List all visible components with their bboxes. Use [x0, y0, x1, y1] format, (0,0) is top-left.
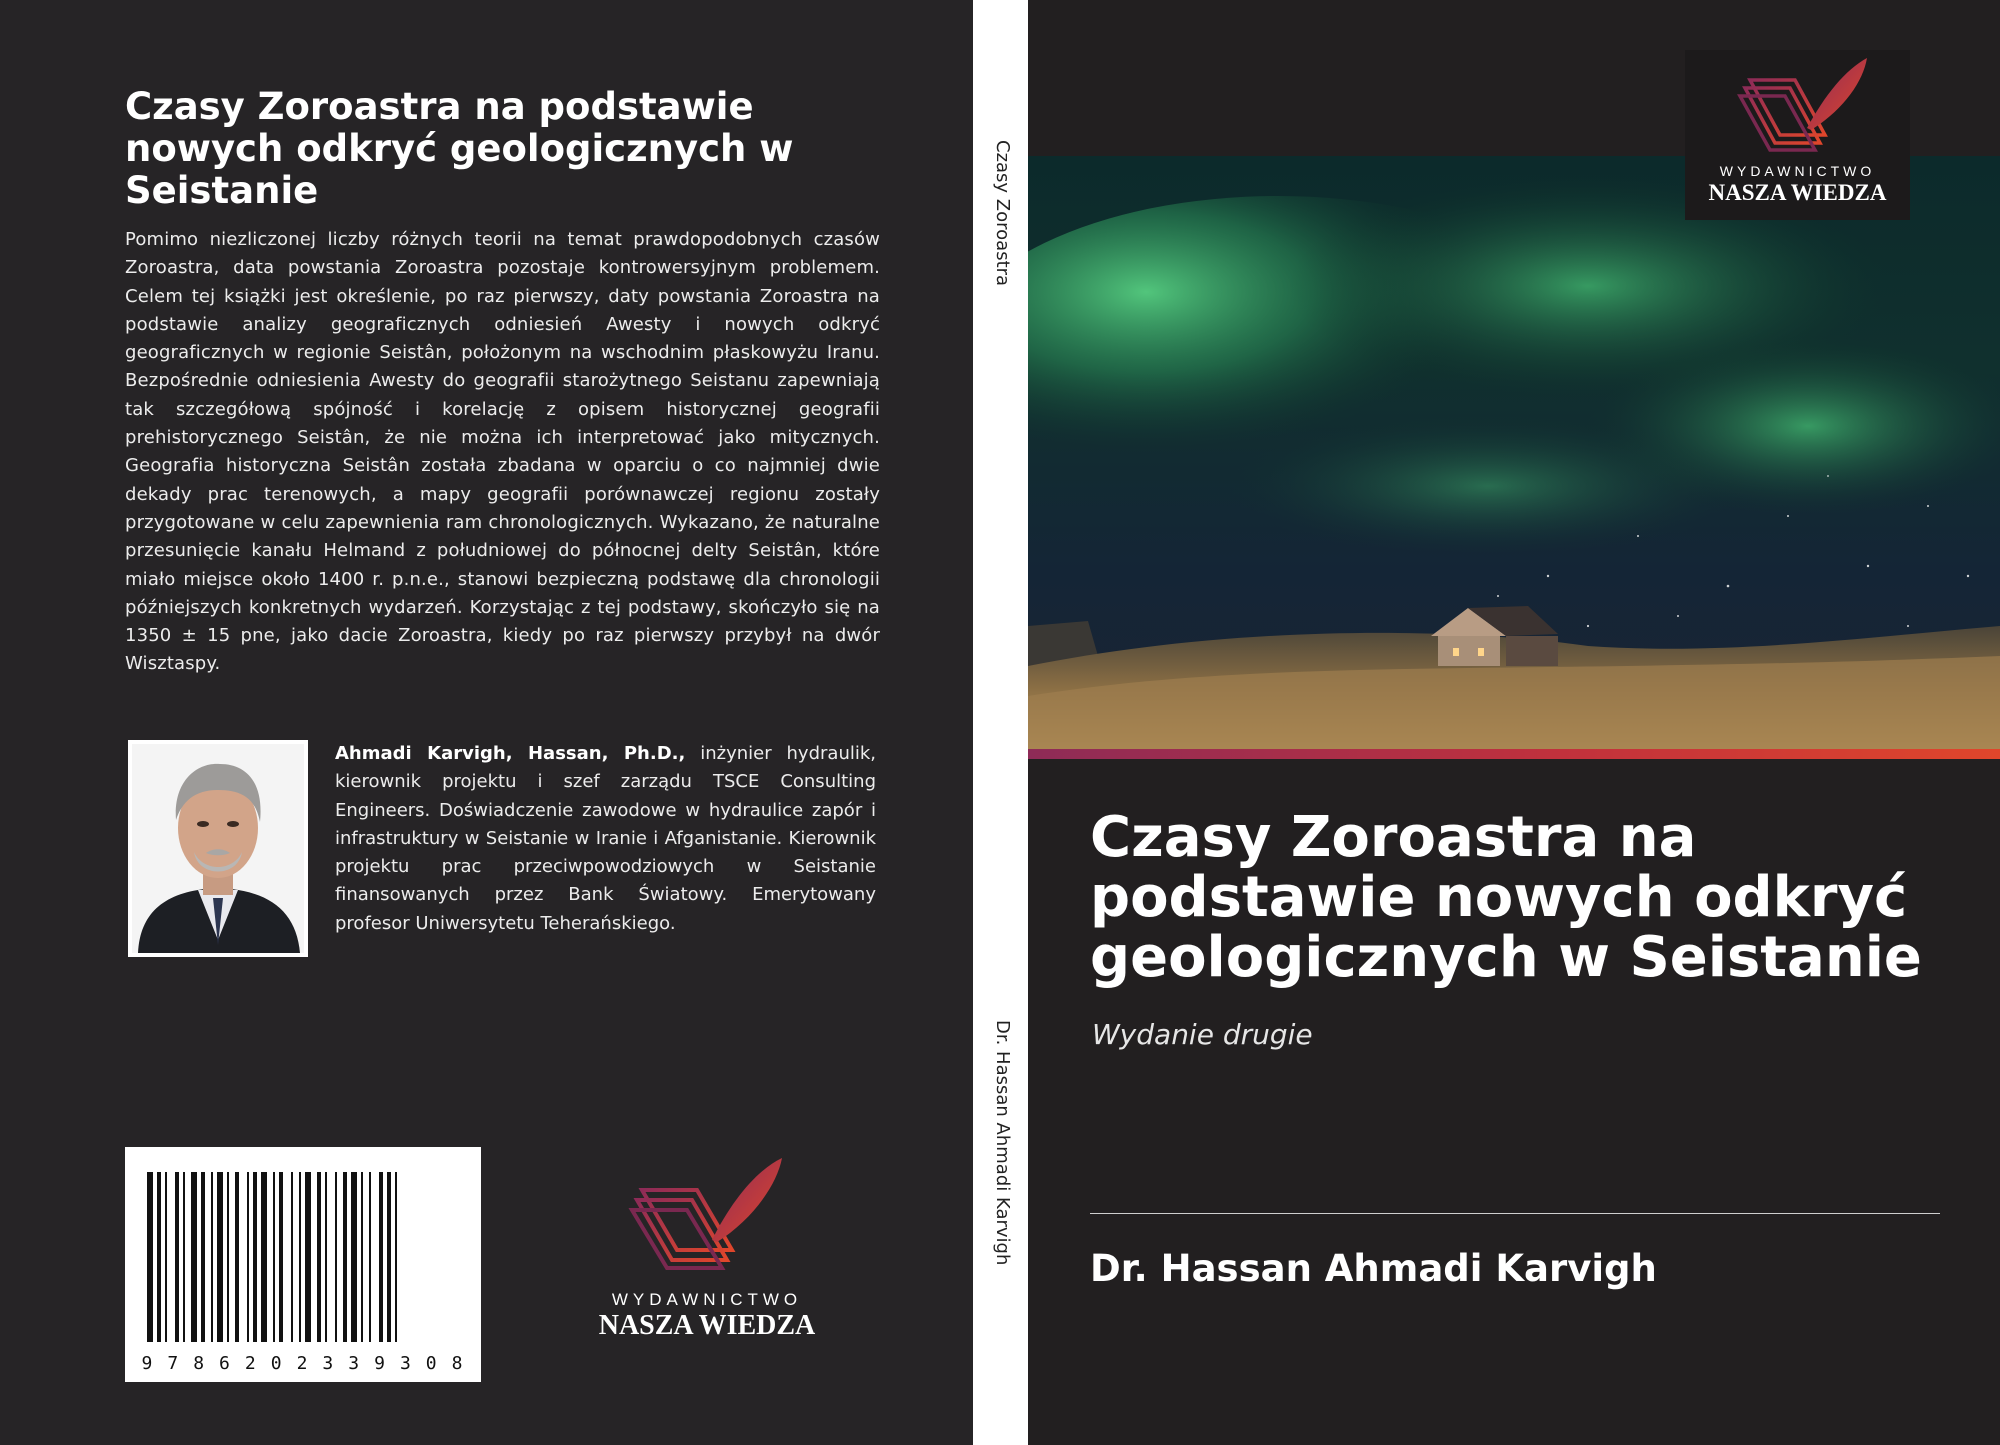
- barcode-bar: [351, 1172, 357, 1342]
- barcode-bar: [335, 1172, 337, 1342]
- barcode-bar: [395, 1172, 397, 1342]
- front-publisher-line2: NASZA WIEDZA: [1708, 180, 1887, 205]
- barcode-bar: [227, 1172, 229, 1342]
- aurora-photo-image: [1028, 156, 2000, 749]
- barcode-bar: [253, 1172, 257, 1342]
- isbn-digit: 6: [219, 1353, 232, 1374]
- isbn-number: [125, 1353, 481, 1374]
- back-cover-title: Czasy Zoroastra na podstawie nowych odkryć geologicznych w Seistanie: [125, 85, 794, 212]
- isbn-digit: 0: [425, 1353, 439, 1374]
- spine-title: Czasy Zoroastra: [991, 140, 1013, 287]
- author-portrait-image: [128, 740, 308, 957]
- isbn-digit: 3: [322, 1353, 336, 1374]
- back-publisher-line1: WYDAWNICTWO: [611, 1290, 803, 1309]
- barcode-bar: [235, 1172, 239, 1342]
- barcode-bar: [291, 1172, 293, 1342]
- barcode-bar: [387, 1172, 391, 1342]
- isbn-barcode: [125, 1147, 481, 1382]
- barcode-bars: [125, 1147, 481, 1347]
- spine: [973, 0, 1028, 1445]
- barcode-bar: [325, 1172, 327, 1342]
- author-photo: [128, 740, 308, 957]
- barcode-bar: [211, 1172, 213, 1342]
- isbn-digit: 9: [141, 1353, 155, 1374]
- isbn-digit: 0: [270, 1353, 284, 1374]
- barcode-bar: [183, 1172, 185, 1342]
- barcode-bar: [305, 1172, 311, 1342]
- back-cover-blurb: Pomimo niezliczonej liczby różnych teorii na temat prawdopodobnych czasów Zoroastra, data powstania Zoroastra pozostaje kontrowersyjnym problemem. Celem tej książki jest określenie, po raz pierwszy, daty powstania Zoroastra na podstawie analizy geograficznych odniesień Awesty i nowych odkryć geograficznych w regionie Seistân, położonym na wschodnim płaskowyżu Iranu. Bezpośrednie odniesienia Awesty do geografii starożytnego Seistanu zapewniają tak szczegółową spójność i korelację z opisem historycznej geografii prehistorycznego Seistân, że nie można ich interpretować jako mitycznych. Geografia historyczna Seistân została zbadana w oparciu o co najmniej dwie dekady prac terenowych, a mapy geografii porównawczej regionu zostały przygotowane w celu zapewnienia ram chronologicznych. Wykazano, że naturalne przesunięcie kanału Helmand z południowej do północnej delty Seistân, które miało miejsce około 1400 r. p.n.e., stanowi bezpieczną podstawę dla chronologii późniejszych konkretnych wydarzeń. Korzystając z tej podstawy, skończyło się na 1350 ± 15 pne, jako dacie Zoroastra, kiedy po raz pierwszy przybył na dwór Wisztaspy.: [125, 229, 880, 675]
- barcode-bar: [317, 1172, 321, 1342]
- spine-author: Dr. Hassan Ahmadi Karvigh: [991, 1020, 1013, 1266]
- barcode-bar: [217, 1172, 223, 1342]
- isbn-digit: 3: [348, 1353, 362, 1374]
- front-cover-title: Czasy Zoroastra na podstawie nowych odkryć geologicznych w Seistanie: [1090, 805, 1922, 990]
- isbn-digit: 2: [296, 1353, 310, 1374]
- isbn-digit: 7: [167, 1353, 181, 1374]
- accent-stripe: [1028, 749, 2000, 759]
- barcode-bar: [201, 1172, 205, 1342]
- barcode-bar: [343, 1172, 347, 1342]
- front-book-quill-icon: [1685, 50, 1910, 160]
- barcode-bar: [147, 1172, 153, 1342]
- barcode-bar: [191, 1172, 197, 1342]
- edition-label: Wydanie drugie: [1092, 1018, 1313, 1051]
- book-quill-icon: [582, 1150, 832, 1270]
- front-cover-author: Dr. Hassan Ahmadi Karvigh: [1090, 1247, 1657, 1290]
- barcode-bar: [165, 1172, 167, 1342]
- barcode-bar: [157, 1172, 161, 1342]
- aurora-landscape-photo: [1028, 156, 2000, 749]
- front-divider: [1090, 1213, 1940, 1214]
- barcode-bar: [379, 1172, 383, 1342]
- back-publisher-line2: NASZA WIEDZA: [598, 1310, 816, 1341]
- barcode-bar: [361, 1172, 363, 1342]
- back-cover: [0, 0, 973, 1445]
- front-publisher-logo: [1685, 50, 1910, 220]
- isbn-digit: 3: [399, 1353, 413, 1374]
- barcode-bar: [247, 1172, 249, 1342]
- isbn-digit: 8: [451, 1353, 465, 1374]
- barcode-bar: [175, 1172, 179, 1342]
- isbn-digit: 9: [374, 1353, 387, 1374]
- barcode-bar: [273, 1172, 275, 1342]
- author-bio-text: inżynier hydraulik, kierownik projektu i szef zarządu TSCE Consulting Engineers. Doświadczenie zawodowe w hydraulice zapór i infrastruktury w Seistanie w Iranie i Afganistanie. Kierownik projektu prac przeciwpowodziowych w Seistanie finansowanych przez Bank Światowy. Emerytowany profesor Uniwersytetu Teherańskiego.: [335, 743, 876, 934]
- barcode-bar: [261, 1172, 267, 1342]
- front-publisher-line1: WYDAWNICTWO: [1719, 163, 1876, 179]
- back-publisher-logo: [582, 1150, 832, 1350]
- barcode-bar: [369, 1172, 371, 1342]
- author-bio: [335, 740, 876, 938]
- barcode-bar: [299, 1172, 301, 1342]
- barcode-bar: [279, 1172, 283, 1342]
- front-cover: [1028, 0, 2000, 1445]
- isbn-digit: 8: [193, 1353, 207, 1374]
- author-bio-name: Ahmadi Karvigh, Hassan, Ph.D.,: [335, 743, 686, 764]
- isbn-digit: 2: [244, 1353, 258, 1374]
